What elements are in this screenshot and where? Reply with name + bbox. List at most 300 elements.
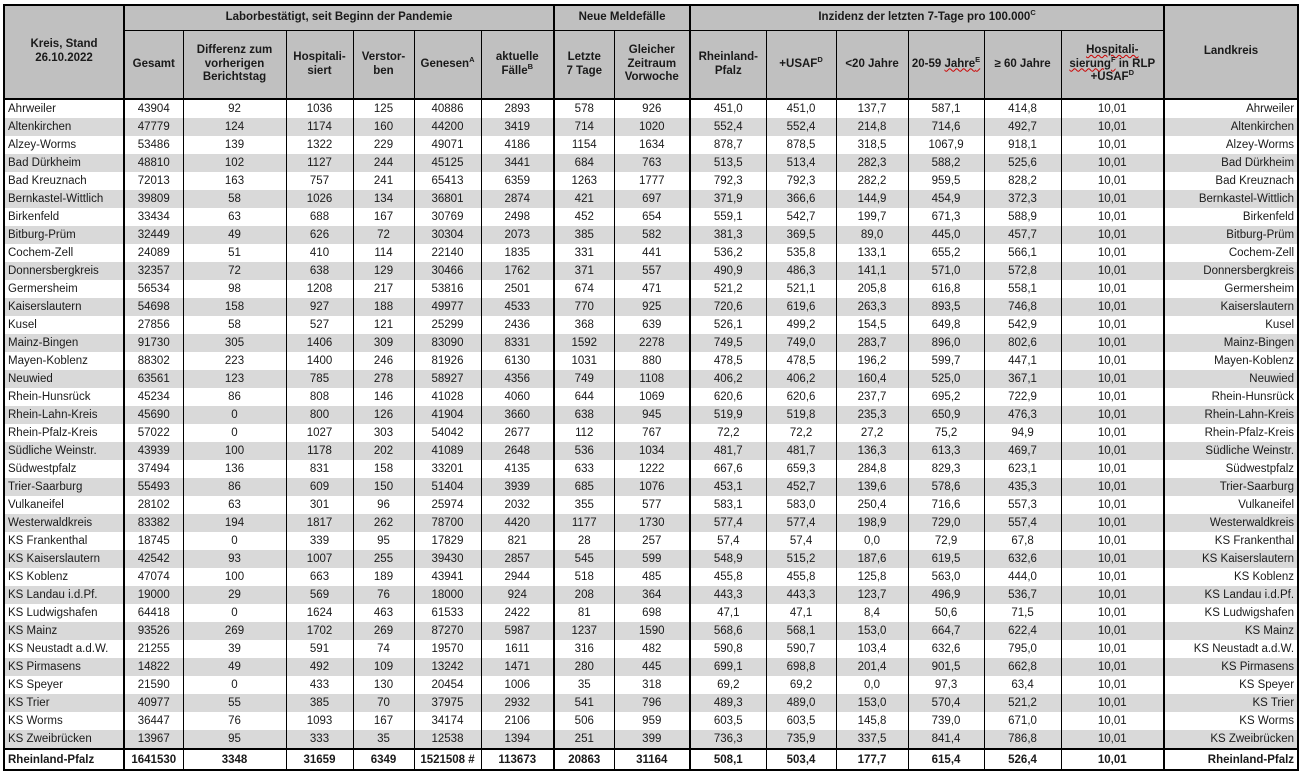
col-header-unter-20: <20 Jahre bbox=[836, 31, 908, 100]
value-cell: 664,7 bbox=[908, 622, 984, 640]
value-cell: 126 bbox=[353, 406, 414, 424]
kreis-cell: Germersheim bbox=[4, 280, 124, 298]
value-cell: 685 bbox=[554, 478, 614, 496]
value-cell: 136 bbox=[183, 460, 286, 478]
value-cell: 103,4 bbox=[836, 640, 908, 658]
landkreis-cell: Germersheim bbox=[1164, 280, 1298, 298]
value-cell: 663 bbox=[286, 568, 353, 586]
kreis-cell: Bad Kreuznach bbox=[4, 172, 124, 190]
value-cell: 542,9 bbox=[984, 316, 1061, 334]
value-cell: 1036 bbox=[286, 99, 353, 118]
value-cell: 720,6 bbox=[690, 298, 766, 316]
value-cell: 515,2 bbox=[766, 550, 836, 568]
value-cell: 6349 bbox=[353, 749, 414, 770]
value-cell: 924 bbox=[481, 586, 554, 604]
value-cell: 45125 bbox=[414, 154, 481, 172]
value-cell: 97,3 bbox=[908, 676, 984, 694]
kreis-cell: KS Worms bbox=[4, 712, 124, 730]
value-cell: 65413 bbox=[414, 172, 481, 190]
value-cell: 463 bbox=[353, 604, 414, 622]
value-cell: 49 bbox=[183, 658, 286, 676]
value-cell: 10,01 bbox=[1061, 532, 1164, 550]
value-cell: 39430 bbox=[414, 550, 481, 568]
table-row bbox=[4, 226, 1298, 244]
table-row bbox=[4, 136, 1298, 154]
kreis-cell: Vulkaneifel bbox=[4, 496, 124, 514]
value-cell: 10,01 bbox=[1061, 622, 1164, 640]
value-cell: 521,2 bbox=[690, 280, 766, 298]
landkreis-cell: Birkenfeld bbox=[1164, 208, 1298, 226]
value-cell: 95 bbox=[183, 730, 286, 749]
value-cell: 10,01 bbox=[1061, 514, 1164, 532]
value-cell: 27,2 bbox=[836, 424, 908, 442]
value-cell: 369,5 bbox=[766, 226, 836, 244]
value-cell: 58 bbox=[183, 190, 286, 208]
table-row bbox=[4, 586, 1298, 604]
value-cell: 578,6 bbox=[908, 478, 984, 496]
value-cell: 638 bbox=[286, 262, 353, 280]
value-cell: 58 bbox=[183, 316, 286, 334]
value-cell: 4060 bbox=[481, 388, 554, 406]
value-cell: 558,1 bbox=[984, 280, 1061, 298]
landkreis-cell: Trier-Saarburg bbox=[1164, 478, 1298, 496]
value-cell: 194 bbox=[183, 514, 286, 532]
value-cell: 35 bbox=[353, 730, 414, 749]
value-cell: 1702 bbox=[286, 622, 353, 640]
value-cell: 43904 bbox=[124, 99, 183, 118]
value-cell: 10,01 bbox=[1061, 352, 1164, 370]
value-cell: 536 bbox=[554, 442, 614, 460]
value-cell: 454,9 bbox=[908, 190, 984, 208]
value-cell: 1006 bbox=[481, 676, 554, 694]
value-cell: 55 bbox=[183, 694, 286, 712]
value-cell: 749 bbox=[554, 370, 614, 388]
value-cell: 1624 bbox=[286, 604, 353, 622]
value-cell: 655,2 bbox=[908, 244, 984, 262]
value-cell: 81 bbox=[554, 604, 614, 622]
value-cell: 2278 bbox=[614, 334, 690, 352]
value-cell: 918,1 bbox=[984, 136, 1061, 154]
group-header-inzidenz: Inzidenz der letzten 7-Tage pro $100.000^C$ bbox=[690, 5, 1164, 31]
value-cell: 571,0 bbox=[908, 262, 984, 280]
value-cell: 64418 bbox=[124, 604, 183, 622]
value-cell: 476,3 bbox=[984, 406, 1061, 424]
value-cell: 160,4 bbox=[836, 370, 908, 388]
value-cell: 878,5 bbox=[766, 136, 836, 154]
value-cell: 45690 bbox=[124, 406, 183, 424]
value-cell: 19000 bbox=[124, 586, 183, 604]
value-cell: 160 bbox=[353, 118, 414, 136]
value-cell: 399 bbox=[614, 730, 690, 749]
value-cell: 124 bbox=[183, 118, 286, 136]
value-cell: 1521508 # bbox=[414, 749, 481, 770]
value-cell: 583,1 bbox=[690, 496, 766, 514]
col-header-hospitalisierung: Hospitali- sierung$^F$ in RLP $+USAF^D$ bbox=[1061, 31, 1164, 100]
value-cell: 39809 bbox=[124, 190, 183, 208]
value-cell: 443,3 bbox=[690, 586, 766, 604]
kreis-cell: Rhein-Pfalz-Kreis bbox=[4, 424, 124, 442]
value-cell: 8,4 bbox=[836, 604, 908, 622]
value-cell: 4356 bbox=[481, 370, 554, 388]
report-page bbox=[0, 4, 1301, 771]
value-cell: 10,01 bbox=[1061, 370, 1164, 388]
value-cell: 10,01 bbox=[1061, 730, 1164, 749]
value-cell: 63 bbox=[183, 496, 286, 514]
value-cell: 566,1 bbox=[984, 244, 1061, 262]
value-cell: 72,2 bbox=[766, 424, 836, 442]
value-cell: 1590 bbox=[614, 622, 690, 640]
value-cell: 41028 bbox=[414, 388, 481, 406]
value-cell: 2032 bbox=[481, 496, 554, 514]
value-cell: 10,01 bbox=[1061, 586, 1164, 604]
value-cell: 67,8 bbox=[984, 532, 1061, 550]
value-cell: 372,3 bbox=[984, 190, 1061, 208]
value-cell: 542,7 bbox=[766, 208, 836, 226]
value-cell: 1127 bbox=[286, 154, 353, 172]
value-cell: 282,2 bbox=[836, 172, 908, 190]
kreis-cell: Bernkastel-Wittlich bbox=[4, 190, 124, 208]
value-cell: 158 bbox=[183, 298, 286, 316]
value-cell: 20454 bbox=[414, 676, 481, 694]
landkreis-cell: Kaiserslautern bbox=[1164, 298, 1298, 316]
value-cell: 41089 bbox=[414, 442, 481, 460]
value-cell: 4186 bbox=[481, 136, 554, 154]
value-cell: 615,4 bbox=[908, 749, 984, 770]
value-cell: 32357 bbox=[124, 262, 183, 280]
value-cell: 87270 bbox=[414, 622, 481, 640]
value-cell: 478,5 bbox=[690, 352, 766, 370]
value-cell: 590,8 bbox=[690, 640, 766, 658]
value-cell: 10,01 bbox=[1061, 280, 1164, 298]
value-cell: 527 bbox=[286, 316, 353, 334]
value-cell: 123,7 bbox=[836, 586, 908, 604]
value-cell: 563,0 bbox=[908, 568, 984, 586]
landkreis-cell: KS Mainz bbox=[1164, 622, 1298, 640]
kreis-cell: Mainz-Bingen bbox=[4, 334, 124, 352]
value-cell: 100 bbox=[183, 442, 286, 460]
value-cell: 521,2 bbox=[984, 694, 1061, 712]
covid-statistics-table bbox=[3, 4, 1299, 771]
value-cell: 10,01 bbox=[1061, 442, 1164, 460]
value-cell: 17829 bbox=[414, 532, 481, 550]
value-cell: 6359 bbox=[481, 172, 554, 190]
value-cell: 927 bbox=[286, 298, 353, 316]
value-cell: 4420 bbox=[481, 514, 554, 532]
value-cell: 177,7 bbox=[836, 749, 908, 770]
value-cell: 654 bbox=[614, 208, 690, 226]
value-cell: 767 bbox=[614, 424, 690, 442]
landkreis-cell: KS Landau i.d.Pf. bbox=[1164, 586, 1298, 604]
value-cell: 443,3 bbox=[766, 586, 836, 604]
value-cell: 278 bbox=[353, 370, 414, 388]
col-header-usaf: $+USAF^D$ bbox=[766, 31, 836, 100]
value-cell: 526,1 bbox=[690, 316, 766, 334]
value-cell: 829,3 bbox=[908, 460, 984, 478]
value-cell: 36447 bbox=[124, 712, 183, 730]
value-cell: 371 bbox=[554, 262, 614, 280]
value-cell: 2893 bbox=[481, 99, 554, 118]
value-cell: 201,4 bbox=[836, 658, 908, 676]
value-cell: 770 bbox=[554, 298, 614, 316]
table-row bbox=[4, 694, 1298, 712]
value-cell: 552,4 bbox=[766, 118, 836, 136]
landkreis-cell: KS Pirmasens bbox=[1164, 658, 1298, 676]
value-cell: 113673 bbox=[481, 749, 554, 770]
value-cell: 139 bbox=[183, 136, 286, 154]
landkreis-cell: Rhein-Pfalz-Kreis bbox=[1164, 424, 1298, 442]
value-cell: 513,4 bbox=[766, 154, 836, 172]
value-cell: 2106 bbox=[481, 712, 554, 730]
value-cell: 785 bbox=[286, 370, 353, 388]
value-cell: 10,01 bbox=[1061, 568, 1164, 586]
value-cell: 30769 bbox=[414, 208, 481, 226]
value-cell: 536,7 bbox=[984, 586, 1061, 604]
table-row bbox=[4, 460, 1298, 478]
value-cell: 1020 bbox=[614, 118, 690, 136]
value-cell: 1592 bbox=[554, 334, 614, 352]
value-cell: 74 bbox=[353, 640, 414, 658]
value-cell: 40977 bbox=[124, 694, 183, 712]
value-cell: 86 bbox=[183, 388, 286, 406]
value-cell: 154,5 bbox=[836, 316, 908, 334]
value-cell: 43941 bbox=[414, 568, 481, 586]
value-cell: 137,7 bbox=[836, 99, 908, 118]
value-cell: 10,01 bbox=[1061, 136, 1164, 154]
value-cell: 1641530 bbox=[124, 749, 183, 770]
value-cell: 10,01 bbox=[1061, 550, 1164, 568]
table-row bbox=[4, 604, 1298, 622]
table-row bbox=[4, 496, 1298, 514]
value-cell: 1093 bbox=[286, 712, 353, 730]
col-header-genesen: Genesen$^A$ bbox=[414, 31, 481, 100]
value-cell: 339 bbox=[286, 532, 353, 550]
value-cell: 381,3 bbox=[690, 226, 766, 244]
value-cell: 478,5 bbox=[766, 352, 836, 370]
value-cell: 447,1 bbox=[984, 352, 1061, 370]
value-cell: 76 bbox=[353, 586, 414, 604]
value-cell: 29 bbox=[183, 586, 286, 604]
value-cell: 959 bbox=[614, 712, 690, 730]
value-cell: 146 bbox=[353, 388, 414, 406]
value-cell: 20863 bbox=[554, 749, 614, 770]
table-row bbox=[4, 370, 1298, 388]
value-cell: 10,01 bbox=[1061, 99, 1164, 118]
value-cell: 578 bbox=[554, 99, 614, 118]
kreis-cell: KS Kaiserslautern bbox=[4, 550, 124, 568]
table-row bbox=[4, 424, 1298, 442]
landkreis-cell: Mainz-Bingen bbox=[1164, 334, 1298, 352]
value-cell: 56534 bbox=[124, 280, 183, 298]
value-cell: 802,6 bbox=[984, 334, 1061, 352]
value-cell: 616,8 bbox=[908, 280, 984, 298]
value-cell: 828,2 bbox=[984, 172, 1061, 190]
table-row bbox=[4, 118, 1298, 136]
value-cell: 926 bbox=[614, 99, 690, 118]
value-cell: 1154 bbox=[554, 136, 614, 154]
value-cell: 61533 bbox=[414, 604, 481, 622]
value-cell: 792,3 bbox=[690, 172, 766, 190]
value-cell: 57,4 bbox=[690, 532, 766, 550]
col-header-aktuelle-faelle: aktuelle Fälle$^B$ bbox=[481, 31, 554, 100]
value-cell: 364 bbox=[614, 586, 690, 604]
landkreis-cell: KS Kaiserslautern bbox=[1164, 550, 1298, 568]
value-cell: 163 bbox=[183, 172, 286, 190]
value-cell: 545 bbox=[554, 550, 614, 568]
value-cell: 28 bbox=[554, 532, 614, 550]
value-cell: 49977 bbox=[414, 298, 481, 316]
value-cell: 280 bbox=[554, 658, 614, 676]
value-cell: 198,9 bbox=[836, 514, 908, 532]
value-cell: 583,0 bbox=[766, 496, 836, 514]
col-header-hospitalisiert: Hospitali- siert bbox=[286, 31, 353, 100]
value-cell: 659,3 bbox=[766, 460, 836, 478]
table-row bbox=[4, 442, 1298, 460]
value-cell: 619,5 bbox=[908, 550, 984, 568]
value-cell: 518 bbox=[554, 568, 614, 586]
table-row bbox=[4, 676, 1298, 694]
value-cell: 572,8 bbox=[984, 262, 1061, 280]
value-cell: 188 bbox=[353, 298, 414, 316]
value-cell: 81926 bbox=[414, 352, 481, 370]
value-cell: 71,5 bbox=[984, 604, 1061, 622]
value-cell: 18745 bbox=[124, 532, 183, 550]
value-cell: 445 bbox=[614, 658, 690, 676]
value-cell: 1322 bbox=[286, 136, 353, 154]
value-cell: 109 bbox=[353, 658, 414, 676]
value-cell: 10,01 bbox=[1061, 694, 1164, 712]
kreis-cell: KS Speyer bbox=[4, 676, 124, 694]
value-cell: 841,4 bbox=[908, 730, 984, 749]
header-group-row bbox=[4, 5, 1298, 31]
value-cell: 145,8 bbox=[836, 712, 908, 730]
value-cell: 786,8 bbox=[984, 730, 1061, 749]
value-cell: 129 bbox=[353, 262, 414, 280]
value-cell: 130 bbox=[353, 676, 414, 694]
value-cell: 50,6 bbox=[908, 604, 984, 622]
value-cell: 644 bbox=[554, 388, 614, 406]
kreis-cell: Trier-Saarburg bbox=[4, 478, 124, 496]
value-cell: 455,8 bbox=[766, 568, 836, 586]
value-cell: 10,01 bbox=[1061, 154, 1164, 172]
value-cell: 441 bbox=[614, 244, 690, 262]
kreis-cell: Neuwied bbox=[4, 370, 124, 388]
value-cell: 205,8 bbox=[836, 280, 908, 298]
value-cell: 482 bbox=[614, 640, 690, 658]
value-cell: 255 bbox=[353, 550, 414, 568]
value-cell: 69,2 bbox=[766, 676, 836, 694]
value-cell: 25299 bbox=[414, 316, 481, 334]
table-row bbox=[4, 172, 1298, 190]
landkreis-cell: KS Koblenz bbox=[1164, 568, 1298, 586]
value-cell: 6130 bbox=[481, 352, 554, 370]
value-cell: 54698 bbox=[124, 298, 183, 316]
value-cell: 153,0 bbox=[836, 694, 908, 712]
value-cell: 421 bbox=[554, 190, 614, 208]
landkreis-cell: KS Trier bbox=[1164, 694, 1298, 712]
value-cell: 12538 bbox=[414, 730, 481, 749]
landkreis-cell: Bad Dürkheim bbox=[1164, 154, 1298, 172]
value-cell: 796 bbox=[614, 694, 690, 712]
table-row bbox=[4, 712, 1298, 730]
value-cell: 591 bbox=[286, 640, 353, 658]
value-cell: 1762 bbox=[481, 262, 554, 280]
value-cell: 47,1 bbox=[766, 604, 836, 622]
value-cell: 471 bbox=[614, 280, 690, 298]
value-cell: 535,8 bbox=[766, 244, 836, 262]
table-row bbox=[4, 730, 1298, 749]
value-cell: 3348 bbox=[183, 749, 286, 770]
kreis-cell: KS Mainz bbox=[4, 622, 124, 640]
landkreis-cell: Westerwaldkreis bbox=[1164, 514, 1298, 532]
value-cell: 37494 bbox=[124, 460, 183, 478]
value-cell: 588,9 bbox=[984, 208, 1061, 226]
value-cell: 626 bbox=[286, 226, 353, 244]
landkreis-cell: Bitburg-Prüm bbox=[1164, 226, 1298, 244]
table-row bbox=[4, 316, 1298, 334]
value-cell: 735,9 bbox=[766, 730, 836, 749]
value-cell: 503,4 bbox=[766, 749, 836, 770]
table-row bbox=[4, 334, 1298, 352]
landkreis-cell: Alzey-Worms bbox=[1164, 136, 1298, 154]
value-cell: 699,1 bbox=[690, 658, 766, 676]
table-row bbox=[4, 568, 1298, 586]
value-cell: 486,3 bbox=[766, 262, 836, 280]
value-cell: 30304 bbox=[414, 226, 481, 244]
value-cell: 83382 bbox=[124, 514, 183, 532]
table-row bbox=[4, 514, 1298, 532]
value-cell: 30466 bbox=[414, 262, 481, 280]
value-cell: 70 bbox=[353, 694, 414, 712]
value-cell: 133,1 bbox=[836, 244, 908, 262]
col-header-gesamt: Gesamt bbox=[124, 31, 183, 100]
value-cell: 444,0 bbox=[984, 568, 1061, 586]
value-cell: 43939 bbox=[124, 442, 183, 460]
landkreis-cell: KS Ludwigshafen bbox=[1164, 604, 1298, 622]
value-cell: 481,7 bbox=[690, 442, 766, 460]
table-row bbox=[4, 658, 1298, 676]
value-cell: 223 bbox=[183, 352, 286, 370]
value-cell: 492,7 bbox=[984, 118, 1061, 136]
value-cell: 2073 bbox=[481, 226, 554, 244]
kreis-cell: KS Pirmasens bbox=[4, 658, 124, 676]
value-cell: 632,6 bbox=[984, 550, 1061, 568]
value-cell: 42542 bbox=[124, 550, 183, 568]
value-cell: 134 bbox=[353, 190, 414, 208]
value-cell: 729,0 bbox=[908, 514, 984, 532]
value-cell: 639 bbox=[614, 316, 690, 334]
value-cell: 57022 bbox=[124, 424, 183, 442]
kreis-cell: Rhein-Hunsrück bbox=[4, 388, 124, 406]
value-cell: 337,5 bbox=[836, 730, 908, 749]
value-cell: 72,2 bbox=[690, 424, 766, 442]
value-cell: 749,0 bbox=[766, 334, 836, 352]
value-cell: 435,3 bbox=[984, 478, 1061, 496]
value-cell: 303 bbox=[353, 424, 414, 442]
value-cell: 1730 bbox=[614, 514, 690, 532]
value-cell: 831 bbox=[286, 460, 353, 478]
value-cell: 1611 bbox=[481, 640, 554, 658]
value-cell: 499,2 bbox=[766, 316, 836, 334]
value-cell: 305 bbox=[183, 334, 286, 352]
value-cell: 199,7 bbox=[836, 208, 908, 226]
kreis-stand-header: Kreis, Stand 26.10.2022 bbox=[4, 5, 124, 99]
value-cell: 609 bbox=[286, 478, 353, 496]
value-cell: 262 bbox=[353, 514, 414, 532]
value-cell: 587,1 bbox=[908, 99, 984, 118]
value-cell: 51404 bbox=[414, 478, 481, 496]
value-cell: 603,5 bbox=[690, 712, 766, 730]
kreis-cell: Altenkirchen bbox=[4, 118, 124, 136]
